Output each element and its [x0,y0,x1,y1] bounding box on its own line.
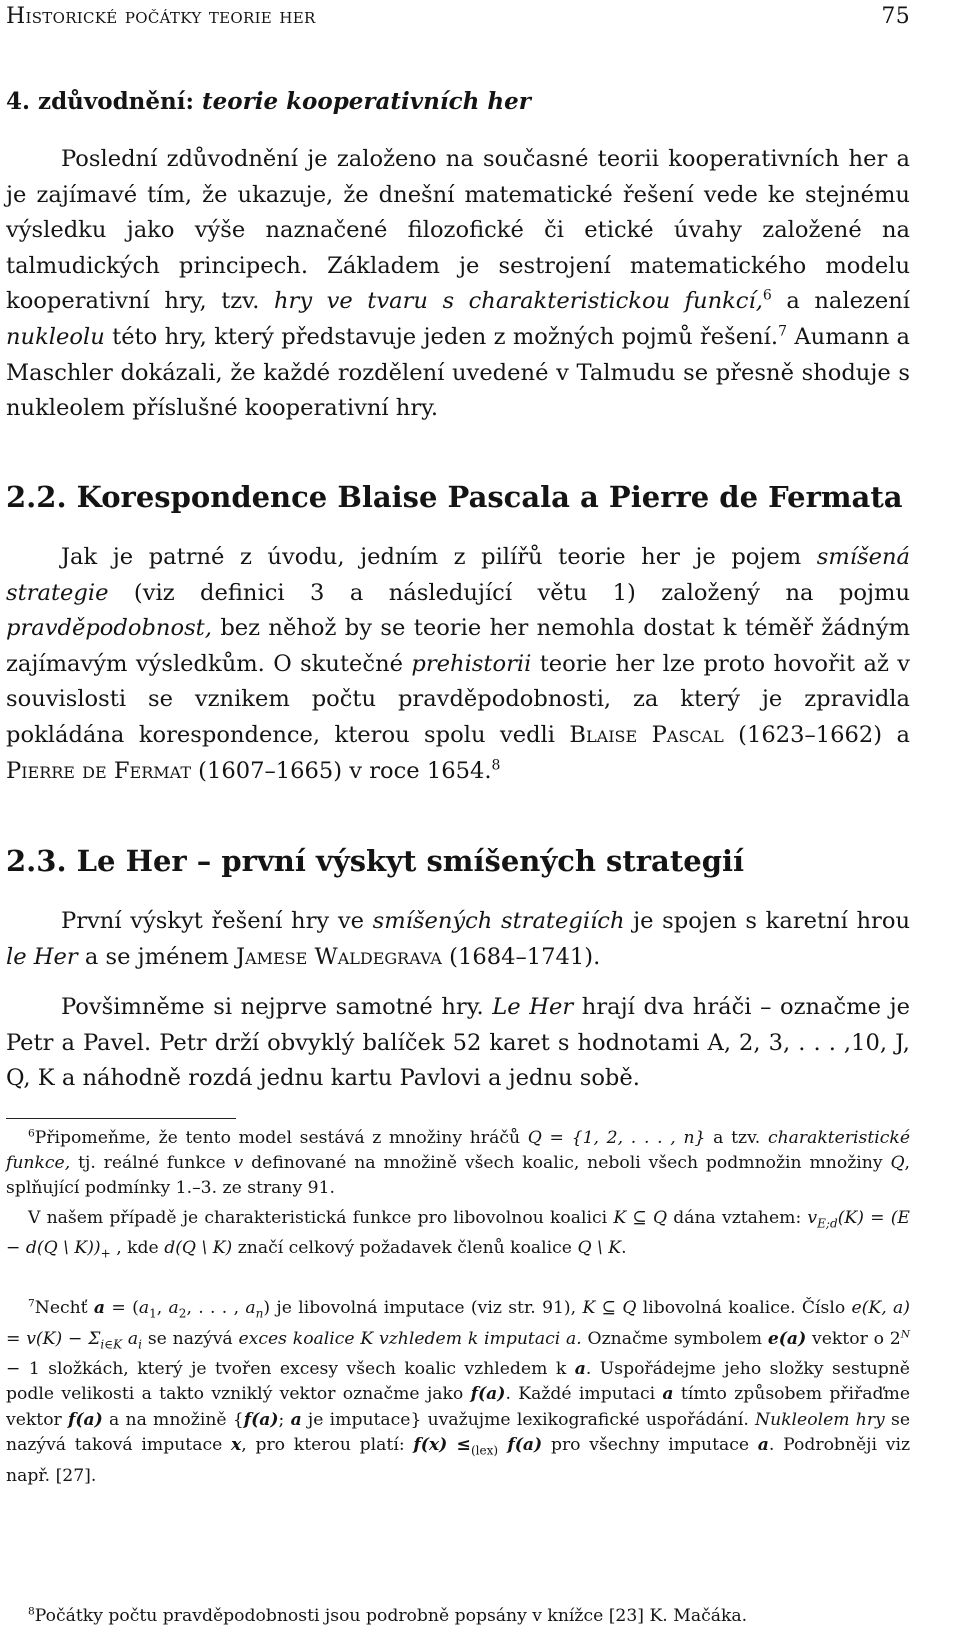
text: pro všechny imputace [542,1434,758,1455]
text: hrají dva hráči – označme je Petr a Pavel. Petr drží obvyklý balíček 52 karet s hodnotami A, 2, 3, . . . ,10, J, Q, K a náhodně rozdá jednu kartu Pavlovi a jednu sobě. [6,994,910,1092]
math-sub: E;d [817,1216,838,1231]
footnote-ref-8[interactable]: 8 [491,757,501,774]
emphasis: smíšená strategie [6,544,910,606]
math-sub: 1 [149,1306,157,1321]
math: Q [890,1153,905,1174]
math-sub: 2 [178,1306,187,1321]
math-sub: + [100,1246,111,1261]
heading-italic: teorie kooperativních her [201,88,531,115]
text: a se jménem [77,943,236,970]
emphasis: Le Her [492,994,574,1020]
footnote-7 [6,1296,910,1489]
text: Poslední zdůvodnění je založeno na současné teorii kooperativních her a je zajímavé tím, že ukazuje, že dnešní matematické řešení vede ke stejnému výsledku jako výše naznačené filozofické či etické úvahy založené na talmudických principech. Základem je sestrojení matematického modelu kooperativní hry, tzv. [6,146,910,315]
text: Označme symbolem [581,1328,768,1349]
running-header [6,4,910,34]
text: . Podrobněji viz např. [27]. [6,1434,911,1486]
paragraph-cooperative-games [6,142,910,427]
math-bold: a [290,1409,302,1430]
text: Povšimněme si nejprve samotné hry. [61,994,493,1020]
name-waldegrave: Jamese Waldegrava [235,943,442,970]
math-bold: f(a) [68,1409,103,1430]
math: a [168,1298,179,1318]
text: této hry, který představuje jeden z možných pojmů řešení. [104,323,779,350]
math: a [245,1298,256,1318]
section-heading-2-3: 2.3. Le Her – první výskyt smíšených strategií [6,844,744,878]
page-number: 75 [881,4,910,29]
math: v [233,1153,244,1174]
text: je imputace} uvažujme lexikografické uspořádání. [301,1409,756,1430]
text: je spojen s karetní hrou [624,908,911,934]
text: Nechť [34,1298,94,1318]
math-bold: f(a) [243,1409,279,1430]
emphasis: le Her [6,943,78,970]
math: d(Q \ K) [164,1238,233,1259]
text: Počátky počtu pravděpodobnosti jsou podrobně popsány v knížce [23] K. Mačáka. [34,1606,748,1626]
text: (1607–1665) v roce 1654. [191,757,492,784]
name-pascal: Blaise Pascal [569,721,724,748]
text: (1684–1741). [442,943,601,970]
footnote-ref-7[interactable]: 7 [778,323,787,340]
footnote-number: 6 [28,1126,35,1140]
text: ; [278,1409,291,1430]
math-sub: n [255,1306,264,1321]
text: , kde [110,1238,165,1259]
math-bold: f(a) [498,1434,543,1455]
footnote-number: 7 [28,1296,35,1310]
math: e(K, a) = v(K) − Σ [6,1298,910,1349]
text: definované na množině všech koalic, neboli všech podmnožin množiny [243,1153,891,1174]
text: − 1 složkách, který je tvořen excesy všech koalic vzhledem k [6,1359,575,1380]
text: První výskyt řešení hry ve [61,908,373,934]
paragraph-le-her-intro [6,904,910,975]
header-title: Historické počátky teorie her [6,4,316,29]
text: tímto způsobem přiřaďme vektor [6,1384,910,1430]
math-bold: a [574,1359,586,1380]
text: . [621,1238,627,1259]
text: (1623–1662) a [723,721,911,748]
math: a [122,1328,139,1349]
math-sub: i [138,1337,143,1352]
math-bold: x [231,1434,242,1455]
math-sup: N [900,1327,911,1341]
footnote-ref-6[interactable]: 6 [762,287,772,304]
text: a nalezení [771,288,910,315]
math: a [138,1298,150,1318]
text: V našem případě je charakteristická funkce pro libovolnou koalici [28,1207,614,1228]
emphasis: Nukleolem hry [755,1409,885,1430]
footnote-number: 8 [28,1604,35,1618]
text: ) je libovolná imputace (viz str. 91), [263,1298,583,1318]
text: a tzv. [705,1128,768,1148]
text: = ( [105,1298,139,1318]
math: Q \ K [577,1238,622,1259]
math: Q = {1, 2, . . . , n} [527,1128,706,1148]
name-fermat: Pierre de Fermat [6,757,191,784]
text: se nazývá taková imputace [6,1409,910,1455]
text: , . . . , [186,1298,246,1318]
text: Aumann a Maschler dokázali, že každé rozdělení uvedené v Talmudu se přesně shoduje s nukleolem příslušné kooperativní hry. [6,323,910,422]
math: v [807,1207,818,1228]
text: bez něhož by se teorie her nemohla dostat k téměř žádným zajímavým výsledkům. O skutečné [6,615,910,677]
emphasis: pravděpodobnost, [6,615,212,642]
text: , splňující podmínky 1.–3. ze strany 91. [6,1153,911,1199]
text: a na množině { [102,1409,244,1430]
math-bold: a [662,1384,674,1405]
emphasis: hry ve tvaru s charakteristickou funkcí, [273,288,763,315]
emphasis: smíšených strategiích [372,908,625,934]
math-bold: a [93,1298,106,1318]
text: , pro kterou platí: [241,1434,414,1455]
math: K ⊆ Q [613,1207,668,1228]
text: , [156,1298,169,1318]
text: Připomeňme, že tento model sestává z množiny hráčů [34,1128,528,1148]
math-bold: a [757,1434,769,1455]
text: . Každé imputaci [505,1384,663,1405]
text: libovolná koalice. Číslo [636,1298,852,1318]
math: K ⊆ Q [582,1298,637,1318]
text: teorie her lze proto hovořit až v souvislosti se vznikem počtu pravděpodobnosti, za který je zpravidla pokládána korespondence, kterou spolu vedli [6,650,910,748]
math-bold: f(x) ≤ [413,1434,471,1455]
math-bold: f(a) [470,1384,506,1405]
math-sub: i∈K [100,1337,123,1352]
math-sub: (lex) [470,1443,499,1458]
text: značí celkový požadavek členů koalice [232,1238,578,1259]
section-heading-2-2: 2.2. Korespondence Blaise Pascala a Pierre de Fermata [6,480,903,514]
text: se nazývá [142,1328,239,1349]
text: tj. reálné funkce [70,1153,234,1174]
emphasis: charakteristické funkce, [6,1128,910,1174]
heading-number: 4. zdůvodnění: [6,88,202,115]
footnote-rule [6,1118,236,1119]
text: Jak je patrné z úvodu, jedním z pilířů teorie her je pojem [61,544,817,570]
paragraph-pascal-fermat [6,540,910,789]
emphasis: nukleolu [6,323,105,350]
subsection-heading-justification-4 [6,88,531,115]
footnote-8 [6,1604,910,1629]
text: . Uspořádejme jeho složky sestupně podle velikosti a takto vzniklý vektor označme jako [6,1359,910,1405]
emphasis: exces koalice K vzhledem k imputaci a. [238,1328,582,1349]
footnote-6 [6,1126,910,1267]
text: vektor o 2 [806,1328,901,1349]
math-bold: e(a) [767,1328,807,1349]
text: dána vztahem: [667,1207,808,1228]
emphasis: prehistorii [411,650,532,677]
text: (viz definici 3 a následující větu 1) založený na pojmu [108,579,910,606]
paragraph-le-her-rules [6,990,910,1097]
math: (K) = (E − d(Q \ K)) [6,1207,910,1259]
